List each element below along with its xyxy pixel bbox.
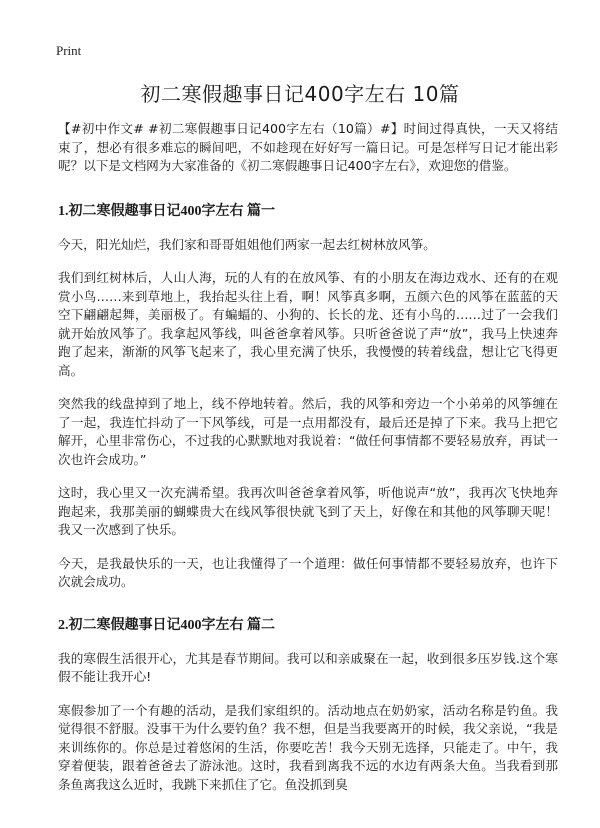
section-2-paragraph-2: 寒假参加了一个有趣的活动，是我们家组织的。活动地点在奶奶家，活动名称是钓鱼。我觉得很不舒服。没事干为什么要钓鱼？我不想，但是当我要离开的时候，我父亲说，“我是来训练你的。你总是过着悠闲的生活，你要吃苦！我今天别无选择，只能走了。中午，我穿着便装，跟着爸爸去了游泳池。这时，我看到离我不远的水边有两条大鱼。当我看到那条鱼离我这么近时，我跳下来抓住了它。鱼没抓到臭: [58, 702, 558, 792]
section-heading-1: 1.初二寒假趣事日记400字左右 篇一: [58, 203, 275, 219]
section-1-paragraph-5: 今天，是我最快乐的一天，也让我懂得了一个道理：做任何事情都不要轻易放弃，也许下次就会成功。: [58, 555, 558, 589]
section-1-paragraph-3: 突然我的线盘掉到了地上，线不停地转着。然后，我的风筝和旁边一个小弟弟的风筝缠在了一起，我连忙抖动了一下风筝线，可是一点用都没有，最后还是掉了下来。我马上把它解开，心里非常伤心，不过我的心默默地对我说着：“做任何事情都不要轻易放弃，再试一次也许会成功。”: [58, 396, 558, 467]
section-heading-2: 2.初二寒假趣事日记400字左右 篇二: [58, 617, 275, 633]
section-1-paragraph-1: 今天，阳光灿烂，我们家和哥哥姐姐他们两家一起去红树林放风筝。: [58, 236, 436, 252]
print-link[interactable]: Print: [56, 43, 82, 58]
page-title: 初二寒假趣事日记400字左右 10篇: [140, 82, 460, 106]
section-2-paragraph-1: 我的寒假生活很开心，尤其是春节期间。我可以和亲戚聚在一起，收到很多压岁钱.这个寒假不能让我开心!: [58, 650, 558, 684]
section-1-paragraph-2: 我们到红树林后，人山人海，玩的人有的在放风筝、有的小朋友在海边戏水、还有的在观赏小鸟……来到草地上，我抬起头往上看，啊！风筝真多啊，五颜六色的风筝在蓝蓝的天空下翩翩起舞，美丽极了。有蝙蝠的、小狗的、长长的龙、还有小鸟的……过了一会我们就开始放风筝了。我拿起风筝线，叫爸爸拿着风筝。只听爸爸说了声“放”，我马上快速奔跑了起来，渐渐的风筝飞起来了，我心里充满了快乐，我慢慢的转着线盘，想让它飞得更高。: [58, 270, 558, 378]
article-body: [58, 120, 558, 809]
section-1-paragraph-4: 这时，我心里又一次充满希望。我再次叫爸爸拿着风筝，听他说声“放”，我再次飞快地奔跑起来，我那美丽的蝴蝶贵大在线风筝很快就飞到了天上，好像在和其他的风筝聊天呢！我又一次感到了快乐。: [58, 485, 558, 537]
intro-paragraph: 【#初中作文# #初二寒假趣事日记400字左右（10篇）#】时间过得真快，一天又将结束了，想必有很多难忘的瞬间吧，不如趁现在好好写一篇日记。可是怎样写日记才能出彩呢？以下是文档网为大家准备的《初二寒假趣事日记400字左右》，欢迎您的借鉴。: [58, 121, 558, 173]
